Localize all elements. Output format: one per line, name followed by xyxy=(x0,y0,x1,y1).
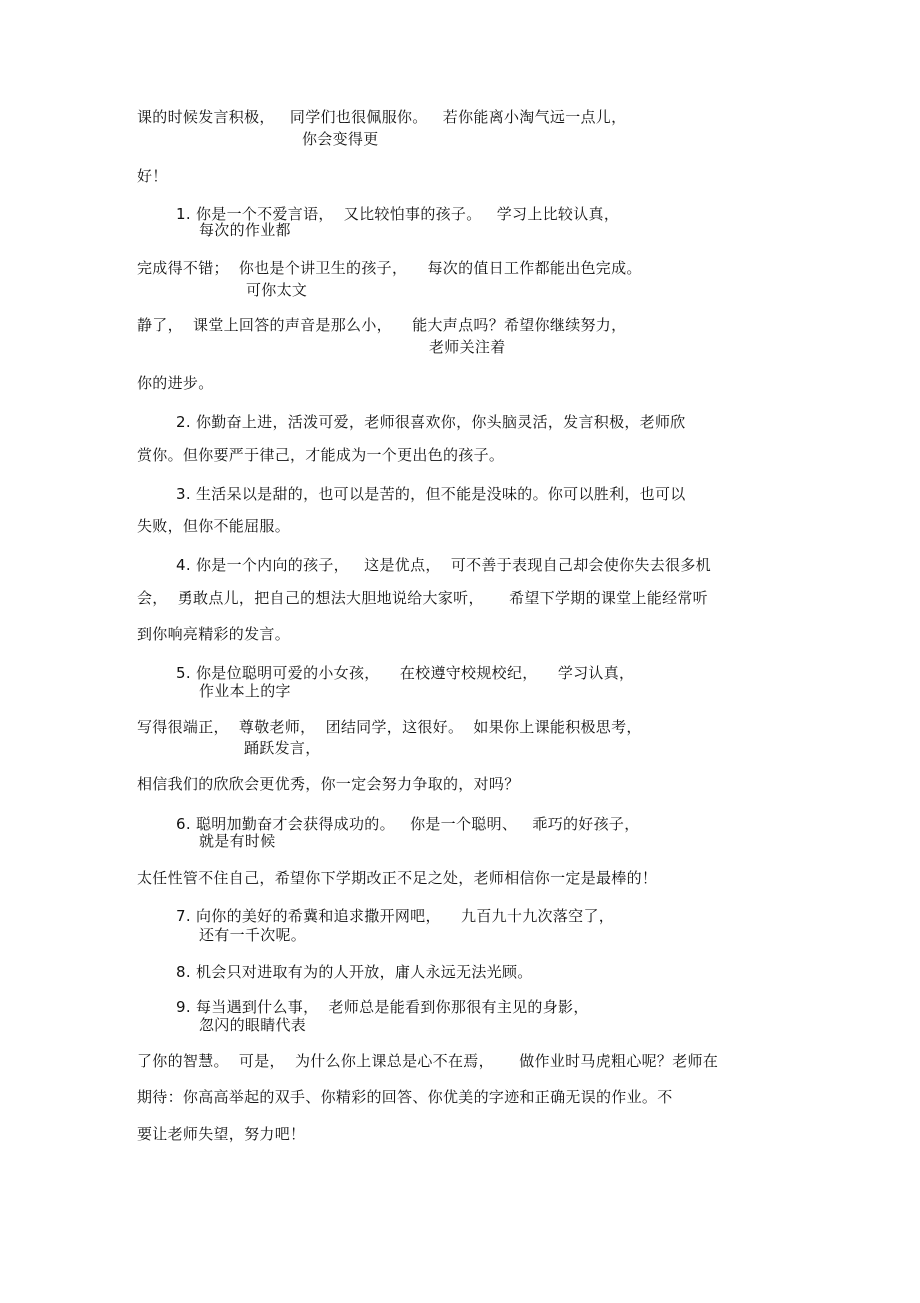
text-line: 6. 聪明加勤奋才会获得成功的。 你是一个聪明、 乖巧的好孩子， xyxy=(176,815,640,833)
text-line: 1. 你是一个不爱言语， 又比较怕事的孩子。 学习上比较认真， xyxy=(176,205,620,223)
text-line: 完成得不错； 你也是个讲卫生的孩子， 每次的值日工作都能出色完成。 xyxy=(137,259,642,277)
text-line: 到你响亮精彩的发言。 xyxy=(137,625,291,643)
text-line: 3. 生活呆以是甜的，也可以是苦的，但不能是没味的。你可以胜利，也可以 xyxy=(176,485,686,503)
text-line: 期待：你高高举起的双手、你精彩的回答、你优美的字迹和正确无误的作业。不 xyxy=(137,1088,673,1106)
text-line: 太任性管不住自己，希望你下学期改正不足之处，老师相信你一定是最棒的！ xyxy=(137,869,658,887)
text-line: 相信我们的欣欣会更优秀，你一定会努力争取的，对吗？ xyxy=(137,775,520,793)
text-line: 忽闪的眼睛代表 xyxy=(199,1016,307,1034)
text-line: 静了， 课堂上回答的声音是那么小， 能大声点吗？希望你继续努力， xyxy=(137,316,627,334)
text-line: 9. 每当遇到什么事， 老师总是能看到你那很有主见的身影， xyxy=(176,998,589,1016)
text-line: 8. 机会只对进取有为的人开放，庸人永远无法光顾。 xyxy=(176,963,533,981)
text-line: 踊跃发言， xyxy=(244,739,321,757)
text-line: 4. 你是一个内向的孩子， 这是优点， 可不善于表现自己却会使你失去很多机 xyxy=(176,556,711,574)
text-line: 失败，但你不能屈服。 xyxy=(137,517,291,535)
text-line: 好！ xyxy=(137,167,168,185)
text-line: 课的时候发言积极， 同学们也很佩服你。 若你能离小淘气远一点儿， xyxy=(137,108,627,126)
text-line: 要让老师失望，努力吧！ xyxy=(137,1125,306,1143)
text-line: 2. 你勤奋上进，活泼可爱，老师很喜欢你，你头脑灵活，发言积极，老师欣 xyxy=(176,413,686,431)
text-line: 你的进步。 xyxy=(137,374,214,392)
text-line: 老师关注着 xyxy=(429,338,506,356)
text-line: 7. 向你的美好的希冀和追求撒开网吧， 九百九十九次落空了， xyxy=(176,907,615,925)
text-line: 会， 勇敢点儿，把自己的想法大胆地说给大家听， 希望下学期的课堂上能经常听 xyxy=(137,589,708,607)
text-line: 每次的作业都 xyxy=(199,221,291,239)
text-line: 5. 你是位聪明可爱的小女孩， 在校遵守校规校纪， 学习认真， xyxy=(176,664,635,682)
text-line: 作业本上的字 xyxy=(199,682,291,700)
text-line: 就是有时候 xyxy=(199,832,276,850)
text-line: 还有一千次呢。 xyxy=(199,926,307,944)
text-line: 了你的智慧。 可是， 为什么你上课总是心不在焉， 做作业时马虎粗心呢？老师在 xyxy=(137,1052,719,1070)
text-line: 赏你。但你要严于律己，才能成为一个更出色的孩子。 xyxy=(137,446,505,464)
text-line: 写得很端正， 尊敬老师， 团结同学，这很好。 如果你上课能积极思考， xyxy=(137,718,642,736)
text-line: 可你太文 xyxy=(246,281,308,299)
text-line: 你会变得更 xyxy=(302,130,379,148)
